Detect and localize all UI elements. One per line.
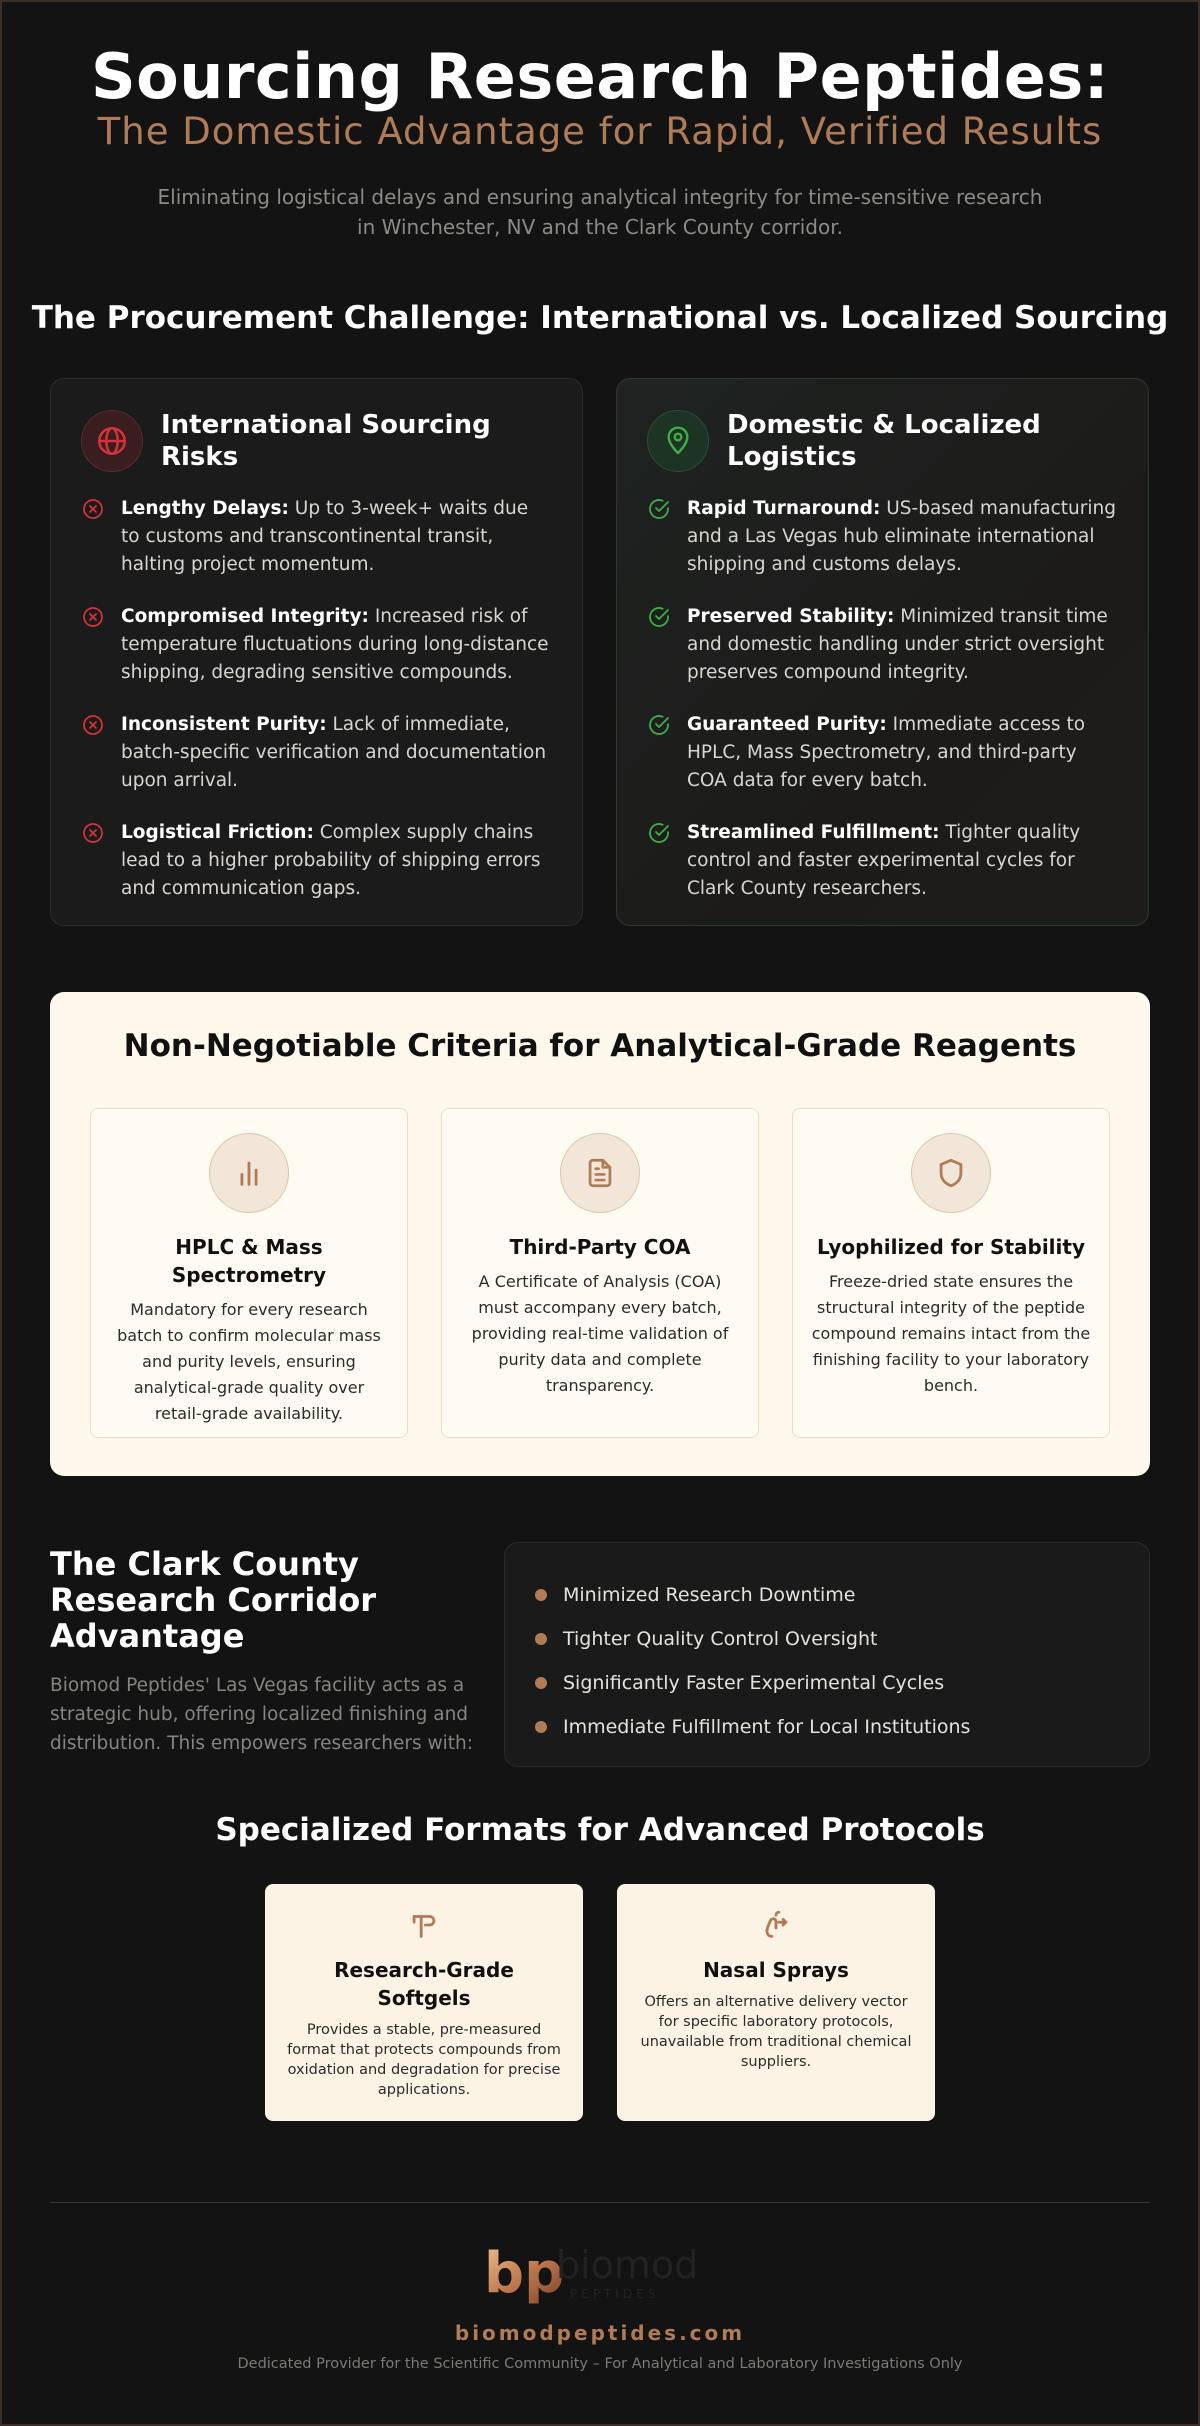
risk-text: Complex supply chains lead to a higher probability of shipping errors and communication gaps. [121,822,541,899]
format-description: Offers an alternative delivery vector for specific laboratory protocols, unavailable from traditional chemical suppliers. [640,1994,912,2070]
domestic-logistics-title: Domestic & Localized Logistics [727,410,1041,472]
criteria-card-coa [441,1108,759,1438]
benefit-label: Preserved Stability: [687,606,895,627]
list-item [535,1661,1119,1705]
benefit-item [647,603,1118,687]
international-risks-title: International Sourcing Risks [161,410,491,472]
page-description: Eliminating logistical delays and ensuring analytical integrity for time-sensitive research in Winchester, NV and the Clark County corridor. [157,185,1043,239]
bullet-dot-icon [535,1633,547,1645]
list-item [535,1705,1119,1749]
risk-label: Inconsistent Purity: [121,714,327,735]
document-icon [560,1133,640,1213]
check-circle-icon [647,605,671,629]
risk-item [81,819,552,903]
benefit-label: Rapid Turnaround: [687,498,881,519]
benefit-text: Tighter quality control and faster experimental cycles for Clark County researchers. [687,822,1081,899]
benefit-item [647,711,1118,795]
formats-heading: Specialized Formats for Advanced Protocols [215,1812,985,1848]
map-pin-icon [647,410,709,472]
footer-website-link[interactable]: biomodpeptides.com [454,2321,746,2345]
biomod-logo [484,2238,716,2308]
criteria-title: Third-Party COA [509,1235,691,1259]
logo-tag: PEPTIDES [570,2287,660,2301]
corridor-description: Biomod Peptides' Las Vegas facility acts as a strategic hub, offering localized finishing and distribution. This empowers researchers with: [50,1675,473,1754]
risk-text: Increased risk of temperature fluctuations during long-distance shipping, degrading sensitive compounds. [121,606,549,683]
bullet-dot-icon [535,1677,547,1689]
criteria-description: A Certificate of Analysis (COA) must accompany every batch, providing real-time validation of purity data and complete transparency. [471,1272,729,1395]
benefit-text: Minimized transit time and domestic handling under strict oversight preserves compound integrity. [687,606,1108,683]
format-card-softgels [265,1884,583,2121]
corridor-benefit: Significantly Faster Experimental Cycles [563,1672,945,1694]
benefit-text: US-based manufacturing and a Las Vegas hub eliminate international shipping and customs delays. [687,498,1116,575]
benefit-item [647,495,1118,579]
check-circle-icon [647,821,671,845]
corridor-benefit: Minimized Research Downtime [563,1584,856,1606]
x-circle-icon [81,605,105,629]
risk-item [81,711,552,795]
benefit-text: Immediate access to HPLC, Mass Spectrometry, and third-party COA data for every batch. [687,714,1086,791]
corridor-benefit: Tighter Quality Control Oversight [563,1628,878,1650]
risk-text: Lack of immediate, batch-specific verification and documentation upon arrival. [121,714,547,791]
criteria-card-lyophilized [792,1108,1110,1438]
check-circle-icon [647,713,671,737]
criteria-description: Mandatory for every research batch to confirm molecular mass and purity levels, ensuring analytical-grade quality over retail-grade availability. [117,1300,381,1423]
footer-disclaimer: Dedicated Provider for the Scientific Community – For Analytical and Laboratory Investigations Only [237,2356,963,2372]
shield-icon [911,1133,991,1213]
benefit-label: Streamlined Fulfillment: [687,822,940,843]
procurement-heading: The Procurement Challenge: International vs. Localized Sourcing [31,300,1169,336]
x-circle-icon [81,821,105,845]
risk-item [81,495,552,579]
bullet-dot-icon [535,1589,547,1601]
format-description: Provides a stable, pre-measured format that protects compounds from oxidation and degradation for precise applications. [287,2022,561,2098]
check-circle-icon [647,497,671,521]
logo-word: biomod [556,2243,699,2287]
benefit-label: Guaranteed Purity: [687,714,887,735]
risk-label: Logistical Friction: [121,822,314,843]
format-card-nasal-sprays [617,1884,935,2121]
bar-chart-icon [209,1133,289,1213]
criteria-heading: Non-Negotiable Criteria for Analytical-Grade Reagents [123,1028,1077,1064]
corridor-benefits-list [504,1542,1150,1767]
corridor-title: The Clark County Research Corridor Advantage [50,1545,377,1655]
risk-text: Up to 3-week+ waits due to customs and transcontinental transit, halting project momentum. [121,498,529,575]
capsule-icon [287,1908,561,1944]
international-risks-card [50,378,583,926]
criteria-card-hplc [90,1108,408,1438]
page-subtitle: The Domestic Advantage for Rapid, Verified Results [97,110,1103,153]
globe-icon [81,410,143,472]
page-title: Sourcing Research Peptides: [90,40,1110,113]
logo-mark: bp [484,2241,565,2306]
format-title: Nasal Sprays [703,1958,849,1982]
bullet-dot-icon [535,1721,547,1733]
criteria-title: HPLC & Mass Spectrometry [171,1235,327,1287]
criteria-section [50,992,1150,1476]
risk-item [81,603,552,687]
corridor-benefit: Immediate Fulfillment for Local Institutions [563,1716,971,1738]
criteria-description: Freeze-dried state ensures the structural integrity of the peptide compound remains intact from the finishing facility to your laboratory bench. [811,1272,1091,1395]
domestic-logistics-card [616,378,1149,926]
footer-divider [50,2202,1150,2203]
spray-icon [639,1908,913,1944]
x-circle-icon [81,713,105,737]
list-item [535,1573,1119,1617]
list-item [535,1617,1119,1661]
risk-label: Compromised Integrity: [121,606,369,627]
format-title: Research-Grade Softgels [334,1958,514,2010]
x-circle-icon [81,497,105,521]
risk-label: Lengthy Delays: [121,498,289,519]
benefit-item [647,819,1118,903]
criteria-title: Lyophilized for Stability [817,1235,1085,1259]
